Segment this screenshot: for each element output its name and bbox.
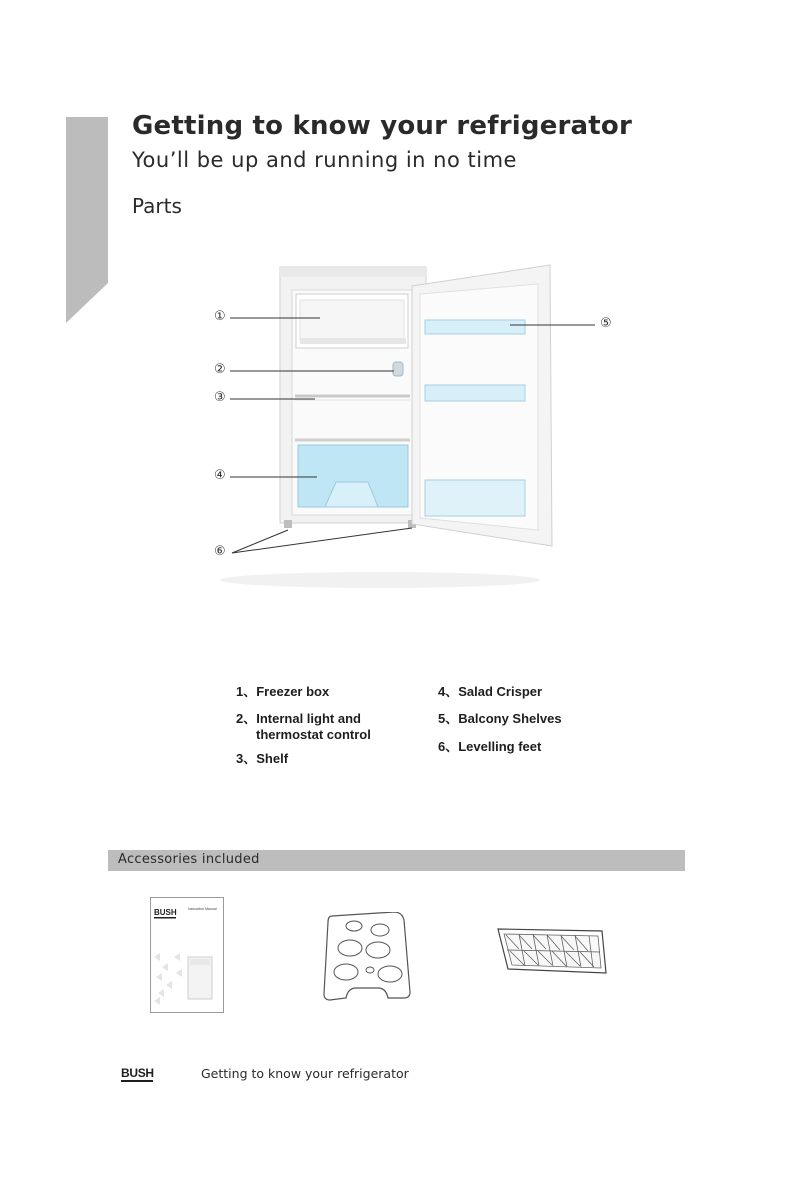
footer-title: Getting to know your refrigerator — [201, 1066, 409, 1081]
parts-list-item — [438, 684, 542, 700]
part-label: Balcony Shelves — [458, 711, 562, 726]
egg-tray-illustration — [322, 912, 412, 1004]
parts-list-item — [236, 751, 288, 767]
ice-tray-illustration — [494, 925, 608, 977]
accessories-heading: Accessories included — [118, 852, 260, 867]
part-number: 4、 — [438, 684, 459, 699]
part-number: 5、 — [438, 711, 459, 726]
instruction-manual-illustration — [150, 897, 224, 1013]
parts-list-item — [438, 739, 541, 755]
part-number: 1、 — [236, 684, 257, 699]
page-title: Getting to know your refrigerator — [132, 111, 633, 141]
callout-4: ④ — [214, 468, 226, 483]
parts-list-item — [236, 711, 361, 727]
callout-1: ① — [214, 309, 226, 324]
section-tab-decoration — [66, 117, 108, 323]
part-label: Freezer box — [256, 684, 330, 699]
part-number: 3、 — [236, 751, 257, 766]
manual-brand: BUSH — [154, 908, 177, 917]
parts-list-item-continuation: thermostat control — [256, 727, 371, 742]
part-label: Internal light and — [256, 711, 361, 726]
part-label: Shelf — [256, 751, 289, 766]
part-label: Levelling feet — [458, 739, 542, 754]
callout-3: ③ — [214, 390, 226, 405]
parts-list-item — [438, 711, 562, 727]
part-number: 6、 — [438, 739, 459, 754]
footer-brand-underline — [121, 1080, 153, 1082]
callout-6: ⑥ — [214, 544, 226, 559]
part-number: 2、 — [236, 711, 257, 726]
part-label: Salad Crisper — [458, 684, 543, 699]
callout-5: ⑤ — [600, 316, 612, 331]
manual-caption: Instruction Manual — [188, 907, 217, 911]
page-subtitle: You’ll be up and running in no time — [132, 148, 517, 172]
refrigerator-illustration — [200, 250, 630, 590]
accessories-heading-bar — [108, 850, 685, 871]
parts-list-item — [236, 684, 329, 700]
footer-brand-logo: BUSH — [121, 1066, 154, 1080]
section-heading-parts: Parts — [132, 194, 182, 218]
callout-2: ② — [214, 362, 226, 377]
